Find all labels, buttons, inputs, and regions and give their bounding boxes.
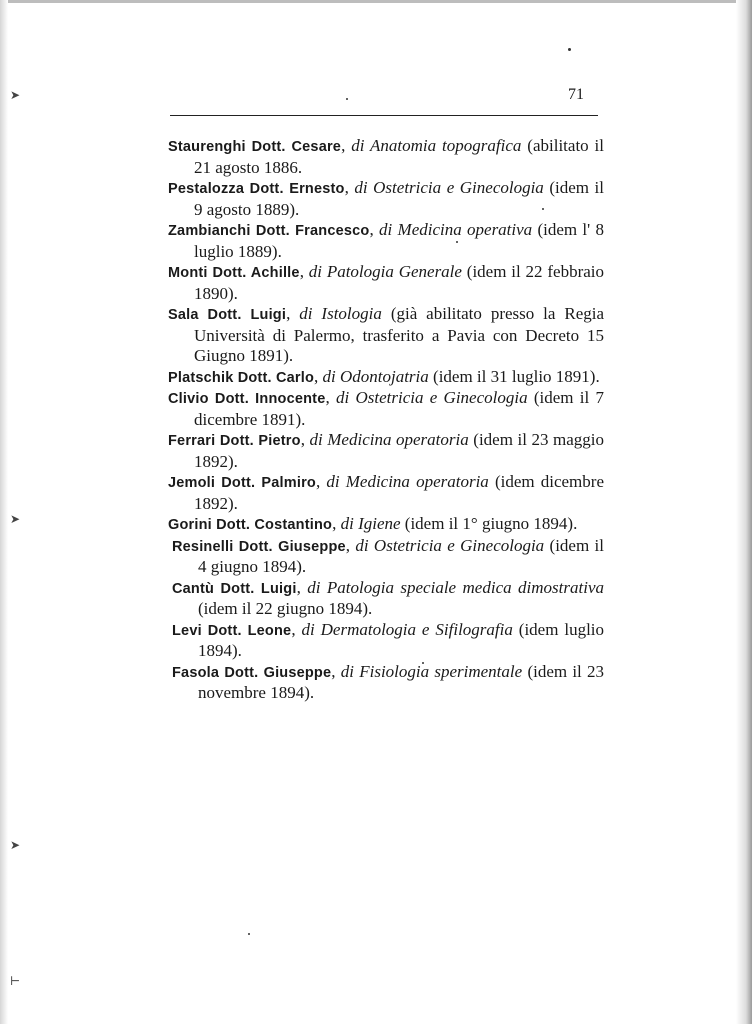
margin-mark: ➤	[10, 88, 21, 102]
entry-name: Jemoli Dott. Palmiro	[168, 475, 316, 491]
list-entry: Jemoli Dott. Palmiro, di Medicina operatoria (idem dicembre 1892).	[168, 472, 604, 513]
entry-name: Levi Dott. Leone	[172, 622, 292, 639]
entry-subject: di Patologia Generale	[308, 262, 462, 281]
entry-note: (idem il 23 maggio 1892).	[194, 430, 605, 471]
entry-note: (idem il 22 febbraio 1890).	[194, 262, 604, 303]
list-entry: Clivio Dott. Innocente, di Ostetricia e Ginecologia (idem il 7 dicembre 1891).	[168, 388, 604, 429]
entry-name: Cantù Dott. Luigi	[172, 580, 297, 597]
entry-note: (idem il 7 dicembre 1891).	[194, 388, 604, 429]
entry-subject: di Istologia	[299, 304, 382, 323]
entry-note: (idem il 31 luglio 1891).	[433, 366, 600, 386]
entry-name: Zambianchi Dott. Francesco	[168, 223, 370, 239]
entry-note: (idem luglio 1894).	[198, 619, 605, 660]
entry-note: (idem il 23 novembre 1894).	[198, 661, 605, 702]
page-left-edge	[0, 0, 8, 1024]
list-entry: Ferrari Dott. Pietro, di Medicina operatoria (idem il 23 maggio 1892).	[168, 430, 605, 471]
list-entry: Staurenghi Dott. Cesare, di Anatomia topografica (abilitato il 21 agosto 1886.	[168, 136, 605, 177]
entry-name: Resinelli Dott. Giuseppe	[172, 538, 346, 555]
entry-subject: di Ostetricia e Ginecologia	[354, 178, 544, 197]
list-entry: Sala Dott. Luigi, di Istologia (già abilitato presso la Regia Università di Palermo, trasferito a Pavia con Decreto 15 Giugno 1891).	[168, 304, 605, 365]
entry-name: Pestalozza Dott. Ernesto	[168, 181, 345, 197]
entry-name: Monti Dott. Achille	[168, 265, 300, 281]
entry-subject: di Igiene	[340, 514, 401, 533]
entry-subject: di Odontojatria	[322, 366, 429, 386]
entry-name: Staurenghi Dott. Cesare	[168, 139, 342, 155]
entry-subject: di Dermatologia e Sifilografia	[301, 619, 513, 639]
entry-name: Fasola Dott. Giuseppe	[172, 664, 332, 681]
entry-note: (idem il 4 giugno 1894).	[198, 535, 604, 576]
list-entry: Fasola Dott. Giuseppe, di Fisiologia sperimentale (idem il 23 novembre 1894).	[172, 661, 605, 702]
page-number: 71	[568, 86, 584, 103]
entry-subject: di Ostetricia e Ginecologia	[355, 535, 545, 555]
list-entry: Pestalozza Dott. Ernesto, di Ostetricia e Ginecologia (idem il 9 agosto 1889).	[168, 178, 604, 219]
list-entry: Gorini Dott. Costantino, di Igiene (idem il 1° giugno 1894).	[168, 514, 578, 533]
entry-note: (già abilitato presso la Regia Università di Palermo, trasferito a Pavia con Decreto 15 Giugno 1891).	[194, 304, 605, 365]
entry-name: Sala Dott. Luigi	[168, 307, 287, 323]
margin-mark: ⊢	[10, 974, 21, 988]
list-entry: Cantù Dott. Luigi, di Patologia speciale medica dimostrativa (idem il 22 giugno 1894).	[172, 577, 605, 618]
list-entry: Platschik Dott. Carlo, di Odontojatria (idem il 31 luglio 1891).	[168, 366, 600, 386]
entry-subject: di Medicina operatoria	[326, 472, 489, 491]
lecturer-list	[168, 136, 604, 704]
entry-note: (idem l' 8 luglio 1889).	[194, 220, 604, 261]
list-entry: Zambianchi Dott. Francesco, di Medicina operativa (idem l' 8 luglio 1889).	[168, 220, 604, 261]
list-entry: Levi Dott. Leone, di Dermatologia e Sifilografia (idem luglio 1894).	[172, 619, 605, 660]
entry-note: (idem il 9 agosto 1889).	[194, 178, 604, 219]
entry-note: (abilitato il 21 agosto 1886.	[194, 136, 605, 177]
entry-subject: di Patologia speciale medica dimostrativa	[307, 577, 605, 597]
page-right-edge	[736, 0, 752, 1024]
entry-subject: di Fisiologia sperimentale	[340, 661, 523, 681]
entry-subject: di Medicina operatoria	[309, 430, 469, 449]
margin-mark: ➤	[10, 838, 21, 852]
header-rule	[170, 115, 598, 116]
list-entry: Resinelli Dott. Giuseppe, di Ostetricia e Ginecologia (idem il 4 giugno 1894).	[172, 535, 604, 576]
entry-subject: di Medicina operativa	[379, 220, 533, 239]
entry-note: (idem dicembre 1892).	[194, 472, 604, 513]
entry-note: (idem il 22 giugno 1894).	[198, 599, 373, 618]
entry-note: (idem il 1° giugno 1894).	[404, 514, 578, 533]
entry-subject: di Ostetricia e Ginecologia	[335, 388, 528, 407]
entry-subject: di Anatomia topografica	[351, 136, 522, 155]
page-top-edge	[0, 0, 752, 3]
margin-mark: ➤	[10, 512, 21, 526]
entry-name: Gorini Dott. Costantino	[168, 517, 333, 533]
entry-name: Platschik Dott. Carlo	[168, 369, 315, 386]
entry-name: Clivio Dott. Innocente	[168, 391, 326, 407]
list-entry: Monti Dott. Achille, di Patologia Generale (idem il 22 febbraio 1890).	[168, 262, 604, 303]
entry-name: Ferrari Dott. Pietro	[168, 433, 301, 449]
